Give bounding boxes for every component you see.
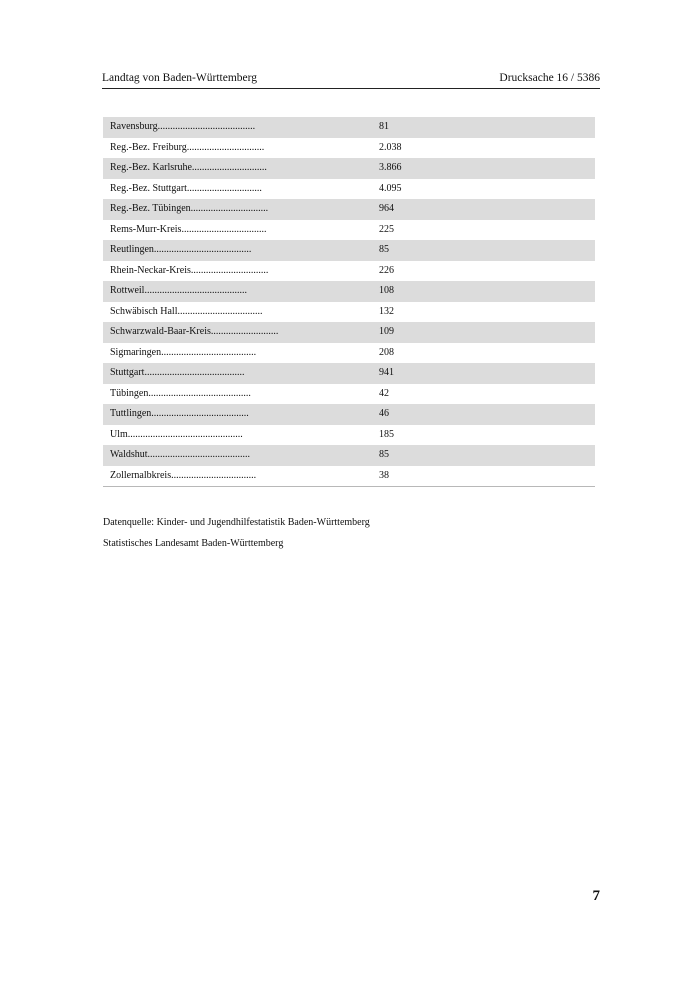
table-row bbox=[103, 445, 595, 466]
district-value: 38 bbox=[379, 469, 389, 481]
source-line-office: Statistisches Landesamt Baden-Württemberg bbox=[103, 538, 284, 549]
district-value: 208 bbox=[379, 346, 394, 358]
district-name: Ulm.............................................. bbox=[110, 428, 243, 440]
district-value: 3.866 bbox=[379, 162, 402, 173]
district-value: 85 bbox=[379, 449, 389, 460]
table-row bbox=[103, 425, 595, 446]
district-value: 185 bbox=[379, 428, 394, 440]
district-value: 109 bbox=[379, 326, 394, 337]
table-row bbox=[103, 138, 595, 159]
district-value: 132 bbox=[379, 305, 394, 317]
district-name: Zollernalbkreis.................................. bbox=[110, 469, 257, 481]
district-value: 42 bbox=[379, 387, 389, 399]
district-value: 226 bbox=[379, 264, 394, 276]
table-row bbox=[103, 322, 595, 343]
district-value: 85 bbox=[379, 244, 389, 255]
table-row bbox=[103, 363, 595, 384]
district-value: 225 bbox=[379, 223, 394, 235]
district-value: 46 bbox=[379, 408, 389, 419]
district-name: Schwarzwald-Baar-Kreis........................... bbox=[110, 326, 279, 337]
table-row bbox=[103, 117, 595, 138]
district-value: 108 bbox=[379, 285, 394, 296]
district-name: Reg.-Bez. Karlsruhe.............................. bbox=[110, 162, 267, 173]
table-row bbox=[103, 158, 595, 179]
district-name: Schwäbisch Hall.................................. bbox=[110, 305, 263, 317]
district-name: Tübingen......................................... bbox=[110, 387, 251, 399]
district-name: Reutlingen....................................... bbox=[110, 244, 252, 255]
table-row bbox=[103, 240, 595, 261]
source-line-data: Datenquelle: Kinder- und Jugendhilfestatistik Baden-Württemberg bbox=[103, 517, 370, 528]
table-row bbox=[103, 302, 595, 323]
district-name: Reg.-Bez. Stuttgart.............................. bbox=[110, 182, 262, 194]
table-row bbox=[103, 343, 595, 364]
district-name: Sigmaringen...................................... bbox=[110, 346, 257, 358]
page-number: 7 bbox=[592, 888, 600, 904]
district-name: Reg.-Bez. Freiburg............................... bbox=[110, 141, 265, 153]
table-row bbox=[103, 384, 595, 405]
district-name: Rems-Murr-Kreis.................................. bbox=[110, 223, 267, 235]
district-value: 2.038 bbox=[379, 141, 402, 153]
data-table bbox=[103, 117, 595, 487]
table-row bbox=[103, 199, 595, 220]
district-value: 81 bbox=[379, 121, 389, 132]
table-row bbox=[103, 220, 595, 241]
district-name: Ravensburg....................................... bbox=[110, 121, 256, 132]
district-value: 941 bbox=[379, 367, 394, 378]
source-note bbox=[103, 512, 370, 554]
district-name: Waldshut......................................... bbox=[110, 449, 251, 460]
table-row bbox=[103, 404, 595, 425]
header-publisher: Landtag von Baden-Württemberg bbox=[102, 72, 257, 84]
district-name: Rottweil......................................... bbox=[110, 285, 247, 296]
district-name: Stuttgart........................................ bbox=[110, 367, 245, 378]
district-name: Rhein-Neckar-Kreis............................... bbox=[110, 264, 269, 276]
page-header bbox=[102, 72, 600, 89]
table-row bbox=[103, 466, 595, 487]
district-value: 4.095 bbox=[379, 182, 402, 194]
table-row bbox=[103, 261, 595, 282]
table-row bbox=[103, 281, 595, 302]
district-value: 964 bbox=[379, 203, 394, 214]
district-name: Reg.-Bez. Tübingen............................... bbox=[110, 203, 269, 214]
header-document-number: Drucksache 16 / 5386 bbox=[499, 72, 600, 84]
district-name: Tuttlingen....................................... bbox=[110, 408, 249, 419]
table-row bbox=[103, 179, 595, 200]
